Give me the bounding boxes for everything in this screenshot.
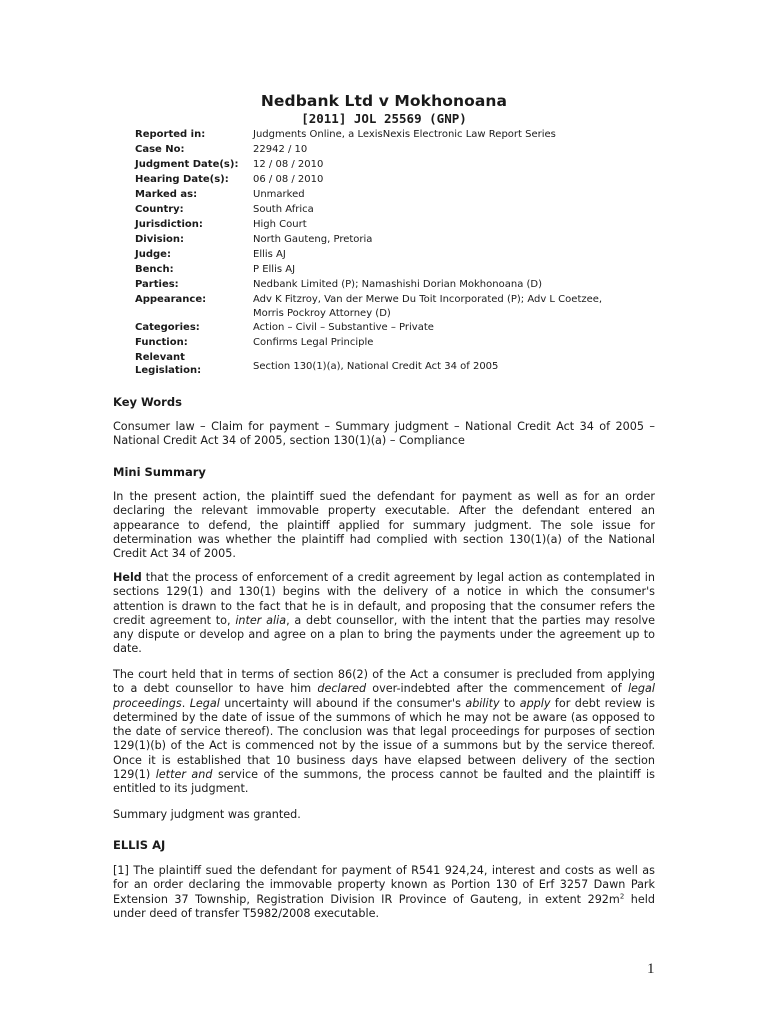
- judge-heading: ELLIS AJ: [113, 838, 166, 852]
- meta-row-parties: [135, 278, 635, 293]
- meta-row-jurisdiction: [135, 218, 635, 233]
- meta-label: Hearing Date(s):: [135, 174, 229, 185]
- case-metadata-table: [135, 128, 635, 381]
- meta-value: North Gauteng, Pretoria: [253, 234, 373, 245]
- meta-row-judge: [135, 248, 635, 263]
- meta-label: Categories:: [135, 322, 200, 333]
- meta-label: Country:: [135, 204, 184, 215]
- italic-text: Legal: [189, 696, 220, 710]
- meta-row-division: [135, 233, 635, 248]
- meta-value: 22942 / 10: [253, 144, 308, 155]
- meta-label: Division:: [135, 234, 185, 245]
- para-text: over-indebted after the commencement of: [366, 682, 628, 696]
- para-text: uncertainty will abound if the consumer's: [219, 696, 466, 710]
- meta-label: Case No:: [135, 144, 185, 155]
- key-words-heading: Key Words: [113, 395, 182, 409]
- meta-label: Reported in:: [135, 129, 206, 140]
- meta-row-categories: [135, 321, 635, 336]
- meta-label: Appearance:: [135, 294, 207, 305]
- held-text: , a debt counsellor, with the intent that the parties may resolve any dispute or develop and agree on a plan to bring the payments under the agreement up to date.: [113, 613, 655, 656]
- meta-row-bench: [135, 263, 635, 278]
- meta-label: Marked as:: [135, 189, 198, 200]
- meta-label: Judge:: [135, 249, 171, 260]
- summary-judgment-text: Summary judgment was granted.: [113, 808, 301, 821]
- meta-value: Unmarked: [253, 189, 305, 200]
- judgment-paragraph-1: [113, 864, 655, 921]
- meta-row-judgment-date: [135, 158, 635, 173]
- para-text: .: [181, 696, 190, 710]
- para-text: service of the summons, the process cannot be faulted and the plaintiff is entitled to its judgment.: [113, 768, 655, 796]
- meta-value: P Ellis AJ: [253, 264, 296, 275]
- key-words-text: Consumer law – Claim for payment – Summary judgment – National Credit Act 34 of 2005 – National Credit Act 34 of 2005, section 130(1)(a) – Compliance: [113, 420, 655, 448]
- meta-label: Jurisdiction:: [135, 219, 203, 230]
- meta-label: Relevant Legislation:: [135, 352, 202, 376]
- meta-row-function: [135, 336, 635, 351]
- meta-label: Function:: [135, 337, 188, 348]
- superscript: 2: [619, 891, 625, 900]
- meta-value: Action – Civil – Substantive – Private: [253, 322, 434, 333]
- court-held-paragraph: [113, 668, 655, 797]
- meta-value: Ellis AJ: [253, 249, 286, 260]
- para-text: The court held that in terms of section 86(2) of the Act a consumer is precluded from applying to a debt counsellor to have him: [113, 668, 655, 696]
- case-title: Nedbank Ltd v Mokhonoana: [260, 92, 508, 110]
- mini-summary-paragraph-1: In the present action, the plaintiff sued the defendant for payment as well as for an order declaring the relevant immovable property executable. After the defendant entered an appearance to defend, the plaintiff applied for summary judgment. The sole issue for determination was whether the plaintiff had complied with section 130(1)(a) of the National Credit Act 34 of 2005.: [113, 490, 655, 561]
- meta-value: Section 130(1)(a), National Credit Act 34 of 2005: [253, 361, 499, 372]
- meta-row-country: [135, 203, 635, 218]
- italic-text: letter and: [155, 768, 213, 782]
- meta-label: Parties:: [135, 279, 179, 290]
- italic-text: apply: [519, 696, 551, 710]
- para-text: held under deed of transfer T5982/2008 executable.: [113, 892, 655, 920]
- meta-row-hearing-date: [135, 173, 635, 188]
- meta-value: High Court: [253, 219, 307, 230]
- meta-value: Confirms Legal Principle: [253, 337, 374, 348]
- meta-value: 06 / 08 / 2010: [253, 174, 324, 185]
- meta-label: Judgment Date(s):: [135, 159, 239, 170]
- mini-summary-heading: Mini Summary: [113, 465, 206, 479]
- held-paragraph: [113, 571, 655, 657]
- para-text: [1] The plaintiff sued the defendant for payment of R541 924,24, interest and costs as well as for an order declaring the immovable property known as Portion 130 of Erf 3257 Dawn Park Extension 37 Township, Registration Division IR Province of Gauteng, in extent 292m: [113, 864, 655, 906]
- page-number: 1: [647, 961, 655, 977]
- meta-value: Judgments Online, a LexisNexis Electronic Law Report Series: [253, 129, 556, 140]
- held-italic-text: inter alia: [235, 613, 287, 627]
- meta-row-relevant-legislation: [135, 351, 635, 381]
- italic-text: ability: [465, 696, 500, 710]
- meta-row-marked-as: [135, 188, 635, 203]
- para-text: to: [499, 696, 520, 710]
- meta-value: Adv K Fitzroy, Van der Merwe Du Toit Incorporated (P); Adv L Coetzee, Morris Pockroy Attorney (D): [253, 294, 603, 319]
- meta-value: 12 / 08 / 2010: [253, 159, 324, 170]
- meta-value: South Africa: [253, 204, 314, 215]
- held-label: Held: [113, 571, 142, 584]
- held-text: that the process of enforcement of a credit agreement by legal action as contemplated in sections 129(1) and 130(1) begins with the delivery of a notice in which the consumer's attention is drawn to the fact that he is in default, and proposing that the consumer refers the credit agreement to,: [113, 571, 655, 627]
- meta-row-case-no: [135, 143, 635, 158]
- italic-text: declared: [317, 682, 367, 696]
- meta-row-appearance: [135, 293, 635, 321]
- meta-row-reported-in: [135, 128, 635, 143]
- meta-label: Bench:: [135, 264, 174, 275]
- case-citation: [2011] JOL 25569 (GNP): [301, 111, 467, 126]
- meta-value: Nedbank Limited (P); Namashishi Dorian Mokhonoana (D): [253, 279, 542, 290]
- para-text: for debt review is determined by the date of issue of the summons of which he may not be aware (as opposed to the date of service thereof). The conclusion was that legal proceedings for purposes of section 129(1)(b) of the Act is commenced not by the issue of a summons but by the service thereof. Once it is established that 10 business days have elapsed between delivery of the section 129(1): [113, 696, 655, 782]
- italic-text: legal proceedings: [113, 682, 655, 710]
